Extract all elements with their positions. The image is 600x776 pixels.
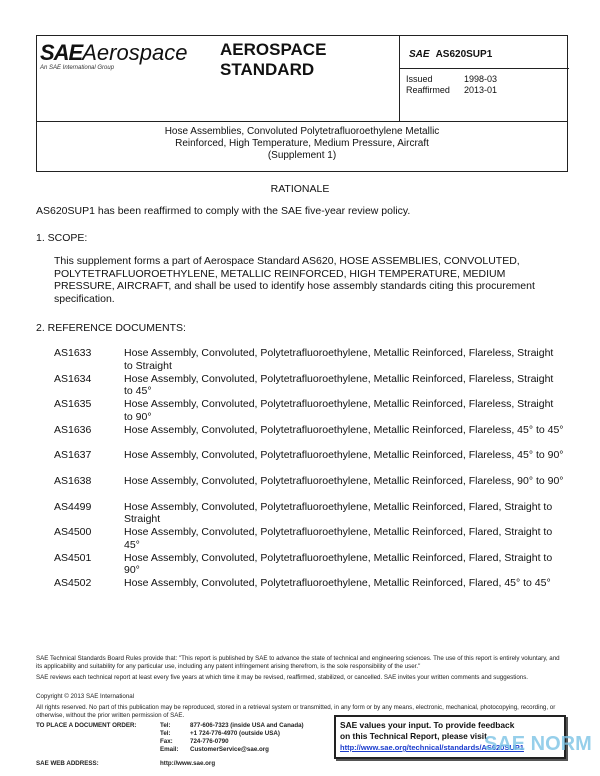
reference-description: Hose Assembly, Convoluted, Polytetrafluoroethylene, Metallic Reinforced, Flared, Straight to 90°: [124, 551, 553, 577]
rationale-heading: RATIONALE: [270, 183, 330, 195]
contact-value[interactable]: CustomerService@sae.org: [190, 746, 269, 753]
reference-description: Hose Assembly, Convoluted, Polytetrafluoroethylene, Metallic Reinforced, Flareless, 45° to 45°: [124, 423, 564, 436]
reference-code: AS1634: [54, 372, 92, 385]
scope-heading: 1. SCOPE:: [36, 232, 88, 244]
reference-item: [54, 475, 564, 488]
contact-value[interactable]: 724-776-0790: [190, 738, 229, 745]
reference-description: Hose Assembly, Convoluted, Polytetrafluoroethylene, Metallic Reinforced, Flared, Straight to 45°: [124, 526, 553, 551]
reference-item: [54, 398, 564, 423]
reference-description: Hose Assembly, Convoluted, Polytetrafluoroethylene, Metallic Reinforced, Flareless, Straight to 90°: [124, 398, 554, 423]
contact-list: [160, 722, 330, 754]
reference-code: AS1633: [54, 347, 92, 359]
reference-code: AS1635: [54, 398, 92, 411]
contact-row: [160, 746, 330, 754]
reference-item: [54, 526, 564, 551]
watermark: SAE NORM: [484, 733, 592, 755]
divider: [37, 121, 567, 122]
reference-code: AS4502: [54, 577, 92, 590]
order-label: TO PLACE A DOCUMENT ORDER:: [36, 722, 137, 729]
contact-label: Fax:: [160, 738, 173, 745]
reference-description: Hose Assembly, Convoluted, Polytetrafluoroethylene, Metallic Reinforced, Flared, 45° to 45°: [124, 577, 551, 590]
contact-value[interactable]: +1 724-776-4970 (outside USA): [190, 730, 280, 737]
web-label: SAE WEB ADDRESS:: [36, 760, 99, 767]
divider: [399, 68, 569, 69]
logo-subtitle: An SAE International Group: [40, 65, 115, 71]
contact-row: [160, 730, 330, 738]
reference-code: AS1636: [54, 423, 92, 436]
reference-code: AS4500: [54, 526, 92, 539]
scope-text: This supplement forms a part of Aerospace Standard AS620, HOSE ASSEMBLIES, CONVOLUTED, POLYTETRAFLUOROETHYLENE, METALLIC REINFORCED, HIGH TEMPERATURE, MEDIUM PRESSURE, AIRCRAFT, and shall be used to identify hose assembly standards citing this procurement specification.: [54, 255, 535, 305]
reference-item: [54, 449, 564, 462]
reference-description: Hose Assembly, Convoluted, Polytetrafluoroethylene, Metallic Reinforced, Flareless, 45° to 90°: [124, 449, 564, 462]
sae-aerospace-logo: SAEAerospace: [40, 40, 188, 65]
contact-label: Tel:: [160, 730, 171, 737]
rationale-text: AS620SUP1 has been reaffirmed to comply with the SAE five-year review policy.: [36, 205, 411, 217]
reference-item: [54, 552, 564, 577]
reference-description: Hose Assembly, Convoluted, Polytetrafluoroethylene, Metallic Reinforced, Flareless, Straight to Straight: [124, 347, 554, 372]
document-dates: Issued 1998-03 Reaffirmed 2013-01: [406, 74, 498, 95]
reference-item: [54, 577, 564, 590]
references-heading: 2. REFERENCE DOCUMENTS:: [36, 322, 186, 334]
reference-item: [54, 424, 564, 437]
footer-review: SAE reviews each technical report at least every five years at which time it may be revised, reaffirmed, stabilized, or cancelled. SAE invites your written comments and suggestions.: [36, 674, 529, 681]
document-number: SAE AS620SUP1: [409, 49, 493, 60]
reference-item: [54, 347, 564, 372]
contact-row: [160, 722, 330, 730]
reference-description: Hose Assembly, Convoluted, Polytetrafluoroethylene, Metallic Reinforced, Flareless, 90° to 90°: [124, 475, 564, 487]
feedback-box: SAE values your input. To provide feedback on this Technical Report, please visit http://www.sae.org/technical/standards/AS620SUP1: [334, 715, 566, 759]
document-title: Hose Assemblies, Convoluted Polytetrafluoroethylene Metallic Reinforced, High Temperature, Medium Pressure, Aircraft (Supplement 1): [164, 126, 440, 161]
reference-item: [54, 373, 564, 398]
contact-label: Tel:: [160, 722, 171, 729]
reference-description: Hose Assembly, Convoluted, Polytetrafluoroethylene, Metallic Reinforced, Flared, Straight to Straight: [124, 500, 553, 526]
footer-rules: SAE Technical Standards Board Rules provide that: "This report is published by SAE to advance the state of technical and engineering sciences. The use of this report is entirely voluntary, and its applicability and suitability for any particular use, including any patent infringement arising therefrom, is the sole responsibility of the user.": [36, 655, 560, 670]
reference-code: AS1638: [54, 475, 92, 487]
web-link[interactable]: http://www.sae.org: [160, 760, 216, 767]
standard-type: AEROSPACE STANDARD: [220, 40, 327, 79]
footer-rights: All rights reserved. No part of this publication may be reproduced, stored in a retrieval system or transmitted, in any form or by any means, electronic, mechanical, photocopying, recording, or otherwise, without the prior written permission of SAE.: [36, 704, 556, 719]
footer-copyright: Copyright © 2013 SAE International: [36, 693, 135, 700]
feedback-link[interactable]: http://www.sae.org/technical/standards/AS620SUP1: [340, 743, 524, 752]
contact-row: [160, 738, 330, 746]
divider: [399, 36, 400, 121]
reference-code: AS4499: [54, 500, 92, 513]
contact-label: Email:: [160, 746, 179, 753]
reference-description: Hose Assembly, Convoluted, Polytetrafluoroethylene, Metallic Reinforced, Flareless, Straight to 45°: [124, 372, 554, 398]
reference-item: [54, 501, 564, 526]
reference-code: AS4501: [54, 551, 92, 564]
reference-code: AS1637: [54, 449, 92, 462]
contact-value[interactable]: 877-606-7323 (inside USA and Canada): [190, 722, 304, 729]
document-header: [36, 35, 568, 172]
